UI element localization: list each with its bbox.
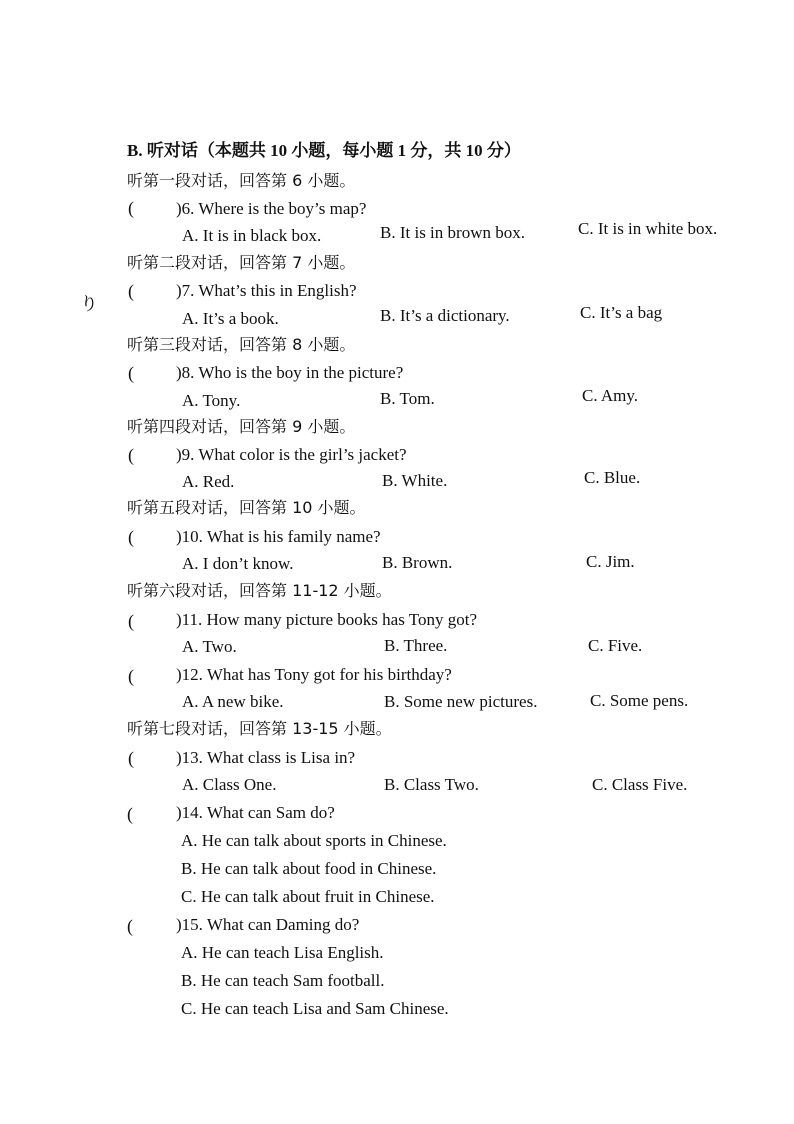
- question-7-option-c: C. It’s a bag: [580, 303, 663, 322]
- question-13: )13. What class is Lisa in?: [176, 748, 356, 767]
- question-14-option-b: B. He can talk about food in Chinese.: [181, 859, 437, 878]
- margin-handwritten-mark: り: [80, 294, 98, 315]
- question-10: )10. What is his family name?: [176, 527, 381, 546]
- question-14-option-a: A. He can talk about sports in Chinese.: [181, 831, 447, 850]
- dialogue-instruction-3: 听第三段对话，回答第 8 小题。: [127, 335, 356, 354]
- answer-blank-9: (: [128, 445, 134, 465]
- answer-blank-13: (: [128, 748, 134, 768]
- question-14-option-c: C. He can talk about fruit in Chinese.: [181, 887, 435, 906]
- answer-blank-14: (: [127, 804, 133, 824]
- question-12-option-a: A. A new bike.: [182, 692, 284, 711]
- question-15-option-b: B. He can teach Sam football.: [181, 971, 385, 990]
- answer-blank-12: (: [128, 666, 134, 686]
- answer-blank-11: (: [128, 611, 134, 631]
- section-title: B. 听对话（本题共 10 小题，每小题 1 分，共 10 分）: [127, 141, 521, 160]
- question-6-option-b: B. It is in brown box.: [380, 223, 525, 242]
- question-6-option-a: A. It is in black box.: [182, 226, 322, 245]
- question-12: )12. What has Tony got for his birthday?: [176, 665, 452, 684]
- question-9-option-a: A. Red.: [182, 472, 235, 491]
- question-9-option-b: B. White.: [382, 471, 448, 490]
- question-15-option-a: A. He can teach Lisa English.: [181, 943, 384, 962]
- question-13-option-a: A. Class One.: [182, 775, 277, 794]
- answer-blank-15: (: [127, 916, 133, 936]
- question-8-option-c: C. Amy.: [582, 386, 639, 405]
- question-8-option-a: A. Tony.: [182, 391, 241, 410]
- question-13-option-b: B. Class Two.: [384, 775, 479, 794]
- question-10-option-c: C. Jim.: [586, 552, 635, 571]
- answer-blank-6: (: [128, 198, 134, 218]
- question-10-option-a: A. I don’t know.: [182, 554, 294, 573]
- question-10-option-b: B. Brown.: [382, 553, 453, 572]
- question-7-option-b: B. It’s a dictionary.: [380, 306, 510, 325]
- question-7-option-a: A. It’s a book.: [182, 309, 279, 328]
- question-12-option-b: B. Some new pictures.: [384, 692, 538, 711]
- question-11: )11. How many picture books has Tony got?: [176, 610, 477, 629]
- answer-blank-7: (: [128, 281, 134, 301]
- question-14: )14. What can Sam do?: [176, 803, 335, 822]
- question-11-option-a: A. Two.: [182, 637, 237, 656]
- question-13-option-c: C. Class Five.: [592, 775, 688, 794]
- question-8: )8. Who is the boy in the picture?: [176, 363, 404, 382]
- dialogue-instruction-1: 听第一段对话，回答第 6 小题。: [127, 171, 356, 190]
- answer-blank-10: (: [128, 527, 134, 547]
- question-15: )15. What can Daming do?: [176, 915, 360, 934]
- question-11-option-c: C. Five.: [588, 636, 643, 655]
- question-11-option-b: B. Three.: [384, 636, 448, 655]
- question-15-option-c: C. He can teach Lisa and Sam Chinese.: [181, 999, 449, 1018]
- dialogue-instruction-2: 听第二段对话，回答第 7 小题。: [127, 253, 356, 272]
- dialogue-instruction-5: 听第五段对话，回答第 10 小题。: [127, 498, 366, 517]
- dialogue-instruction-6: 听第六段对话，回答第 11-12 小题。: [127, 581, 392, 600]
- question-9: )9. What color is the girl’s jacket?: [176, 445, 407, 464]
- question-12-option-c: C. Some pens.: [590, 691, 689, 710]
- question-7: )7. What’s this in English?: [176, 281, 357, 300]
- question-6: )6. Where is the boy’s map?: [176, 199, 367, 218]
- question-8-option-b: B. Tom.: [380, 389, 435, 408]
- question-9-option-c: C. Blue.: [584, 468, 641, 487]
- question-6-option-c: C. It is in white box.: [578, 219, 718, 238]
- dialogue-instruction-7: 听第七段对话，回答第 13-15 小题。: [127, 719, 392, 738]
- dialogue-instruction-4: 听第四段对话，回答第 9 小题。: [127, 417, 356, 436]
- answer-blank-8: (: [128, 363, 134, 383]
